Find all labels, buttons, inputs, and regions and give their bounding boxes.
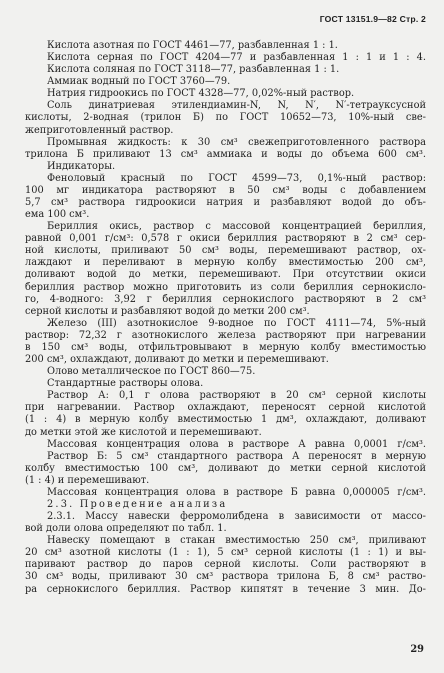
text-line: Натрия гидроокись по ГОСТ 4328—77, 0,02%-ный раствор. <box>47 88 355 100</box>
text-line: Навеску помещают в стакан вместимостью 250 см³, приливают <box>47 535 426 547</box>
text-line: 100 мг индикатора растворяют в 50 см³ воды с добавлением <box>25 184 426 196</box>
text-line: ной кислоты, приливают 50 см³ воды, перемешивают раствор, ох- <box>25 245 426 257</box>
text-line: 200 см³, охлаждают, доливают до метки и перемешивают. <box>25 354 329 366</box>
text-line: раствор: 72,32 г азотнокислого железа растворяют при нагревании <box>25 329 426 341</box>
text-line: 5,7 см³ раствора гидроокиси натрия и разбавляют водой до объ- <box>25 197 426 209</box>
text-line: Кислота азотная по ГОСТ 4461—77, разбавленная 1 : 1. <box>47 40 338 51</box>
text-line: вой доли олова определяют по табл. 1. <box>25 523 227 535</box>
document-body <box>25 40 426 596</box>
text-line: паривают раствор до паров серной кислоты. Соли растворяют в <box>25 559 426 571</box>
text-line: (1 : 4) и перемешивают. <box>25 474 150 486</box>
text-line: Промывная жидкость: к 30 см³ свежеприготовленного раствора <box>47 136 426 148</box>
text-line: Аммиак водный по ГОСТ 3760—79. <box>47 76 231 88</box>
text-line: Раствор А: 0,1 г олова растворяют в 20 см³ серной кислоты <box>47 390 426 402</box>
text-line: Кислота серная по ГОСТ 4204—77 и разбавленная 1 : 1 и 1 : 4. <box>47 52 426 64</box>
text-line: Массовая концентрация олова в растворе А равна 0,0001 г/см³. <box>47 438 426 450</box>
text-line: трилона Б приливают 13 см³ аммиака и воды до объема 600 см³. <box>25 148 426 160</box>
text-line: ема 100 см³. <box>25 209 90 221</box>
text-line: колбу вместимостью 100 см³, доливают до метки серной кислотой <box>25 462 426 474</box>
text-line: Стандартные растворы олова. <box>47 378 204 390</box>
page-header: ГОСТ 13151.9—82 Стр. 2 <box>319 14 426 24</box>
text-line: Кислота соляная по ГОСТ 3118—77, разбавленная 1 : 1. <box>47 64 340 76</box>
text-line: 2.3. Проведение анализа <box>47 498 228 510</box>
text-line: серной кислоты и разбавляют водой до метки 200 см³. <box>25 305 310 317</box>
page-number: 29 <box>410 644 424 655</box>
text-line: Индикаторы. <box>47 160 116 172</box>
text-line: в 150 см³ воды, отфильтровывают в мерную колбу вместимостью <box>25 341 426 353</box>
text-line: 30 см³ воды, приливают 30 см³ раствора трилона Б, 8 см³ раство- <box>25 571 426 583</box>
text-line: доливают водой до метки, перемешивают. При отсутствии окиси <box>25 269 426 281</box>
text-line: кислоты, 2-водная (трилон Б) по ГОСТ 10652—73, 10%-ный све- <box>25 112 426 124</box>
text-line: 2.3.1. Массу навески ферромолибдена в зависимости от массо- <box>47 511 426 523</box>
text-line: до метки этой же кислотой и перемешивают. <box>25 426 262 438</box>
text-line: Олово металлическое по ГОСТ 860—75. <box>47 366 256 378</box>
text-line: лаждают и переливают в мерную колбу вместимостью 200 см³, <box>25 257 426 269</box>
text-line: Феноловый красный по ГОСТ 4599—73, 0,1%-ный раствор: <box>47 172 426 184</box>
text-line: го, 4-водного: 3,92 г бериллия сернокислого растворяют в 2 см³ <box>25 293 426 305</box>
text-line: Массовая концентрация олова в растворе Б равна 0,000005 г/см³. <box>47 486 426 498</box>
text-line: при нагревании. Раствор охлаждают, переносят серной кислотой <box>25 402 426 414</box>
text-line: Раствор Б: 5 см³ стандартного раствора А переносят в мерную <box>47 450 426 462</box>
text-line: бериллия раствор можно приготовить из соли бериллия сернокисло- <box>25 281 426 293</box>
text-line: (1 : 4) в мерную колбу вместимостью 1 дм³, охлаждают, доливают <box>25 414 426 426</box>
text-line: Бериллия окись, раствор с массовой концентрацией бериллия, <box>47 221 426 233</box>
text-line: жеприготовленный раствор. <box>25 124 174 136</box>
text-line: Соль динатриевая этилендиамин-N, N, N′, N′-тетрауксусной <box>47 100 426 112</box>
text-line: равной 0,001 г/см³: 0,578 г окиси бериллия растворяют в 2 см³ сер- <box>25 233 426 245</box>
text-line: Железо (III) азотнокислое 9-водное по ГОСТ 4111—74, 5%-ный <box>47 317 426 329</box>
text-line: ра сернокислого бериллия. Раствор кипятят в течение 3 мин. До- <box>25 583 426 595</box>
text-line: 20 см³ азотной кислоты (1 : 1), 5 см³ серной кислоты (1 : 1) и вы- <box>25 547 426 559</box>
